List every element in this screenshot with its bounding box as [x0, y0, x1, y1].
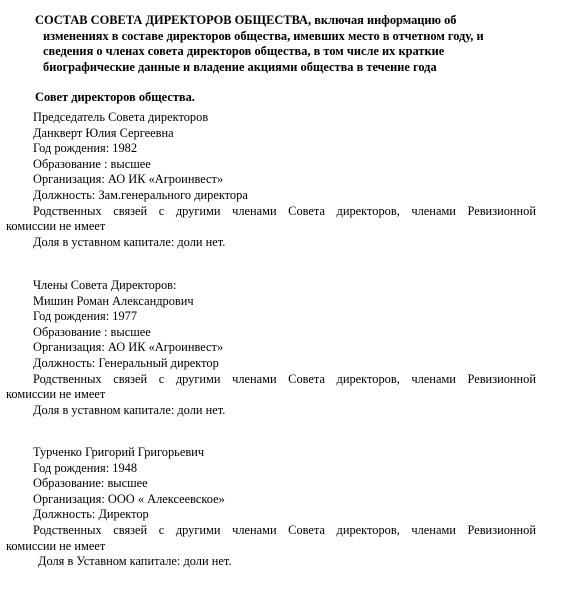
member1-relations-line-2: комиссии не имеет [6, 387, 106, 402]
member2-education: Образование: высшее [33, 476, 148, 491]
section-heading [35, 13, 555, 75]
member2-name: Турченко Григорий Григорьевич [33, 445, 205, 459]
member2-birth-year: Год рождения: 1948 [33, 460, 138, 475]
chair-name: Данкверт Юлия Сергеевна [33, 125, 174, 140]
heading-line-2: изменениях в составе директоров общества, имевших место в отчетном году, и [43, 28, 484, 43]
chair-share: Доля в уставном капитале: доли нет. [33, 234, 226, 249]
chair-role: Председатель Совета директоров [33, 110, 209, 124]
heading-line-1: СОСТАВ СОВЕТА ДИРЕКТОРОВ ОБЩЕСТВА, включая информацию об [35, 13, 457, 27]
chair-organization: Организация: АО ИК «Агроинвест» [33, 172, 224, 187]
member1-birth-year: Год рождения: 1977 [33, 309, 138, 324]
member1-share: Доля в уставном капитале: доли нет. [33, 402, 226, 417]
chair-education: Образование : высшее [33, 156, 151, 171]
member2-share: Доля в Уставном капитале: доли нет. [38, 554, 232, 569]
chair-birth-year: Год рождения: 1982 [33, 141, 138, 156]
chair-position: Должность: Зам.генерального директора [33, 187, 248, 202]
member1-name: Мишин Роман Александрович [33, 293, 194, 308]
member1-organization: Организация: АО ИК «Агроинвест» [33, 340, 224, 355]
member2-relations-line-2: комиссии не имеет [6, 538, 106, 553]
board-subheading: Совет директоров общества. [35, 90, 195, 104]
chair-relations-line-2: комиссии не имеет [6, 219, 106, 234]
member-block-2 [6, 445, 536, 570]
member2-position: Должность: Директор [33, 507, 149, 522]
member-block-1 [6, 278, 536, 418]
heading-line-4: биографические данные и владение акциями общества в течение года [43, 59, 437, 74]
member2-relations-line-1: Родственных связей с другими членами Совета директоров, членами Ревизионной [33, 522, 536, 537]
member2-organization: Организация: ООО « Алексеевское» [33, 491, 225, 506]
member1-relations-line-1: Родственных связей с другими членами Совета директоров, членами Ревизионной [33, 371, 536, 386]
members-title: Члены Совета Директоров: [33, 278, 177, 292]
chair-relations-line-1: Родственных связей с другими членами Совета директоров, членами Ревизионной [33, 203, 536, 218]
member1-education: Образование : высшее [33, 324, 151, 339]
member1-position: Должность: Генеральный директор [33, 355, 219, 370]
heading-line-3: сведения о членах совета директоров общества, в том числе их краткие [43, 44, 445, 58]
chair-block [6, 110, 536, 250]
